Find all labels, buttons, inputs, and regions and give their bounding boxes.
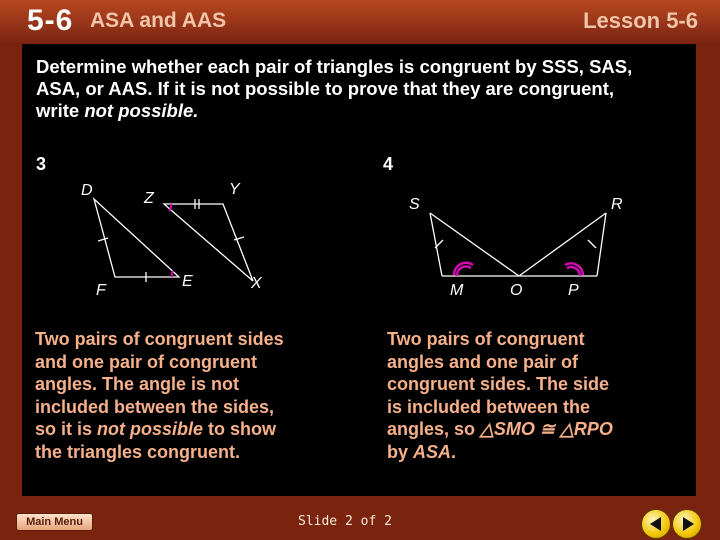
answer-line: angles. The angle is not [35, 374, 240, 394]
slide-counter: Slide 2 of 2 [298, 514, 392, 529]
answer-problem-3 [35, 328, 284, 463]
tick-mark [588, 240, 596, 248]
answer-line: Two pairs of congruent [387, 329, 585, 349]
segment-RP [597, 213, 606, 276]
vertex-label-O: O [510, 282, 523, 299]
segment-SO [430, 213, 519, 276]
vertex-label-D: D [81, 182, 93, 199]
answer-problem-4 [387, 328, 613, 463]
answer-text: so it is [35, 419, 98, 439]
problem-3-number: 3 [36, 154, 47, 174]
back-arrow-icon [642, 510, 670, 538]
vertex-label-R: R [611, 196, 623, 213]
lesson-number: 5-6 [27, 4, 74, 37]
answer-text: to show [203, 419, 277, 439]
segment-SM [430, 213, 442, 276]
answer-line: Two pairs of congruent sides [35, 329, 284, 349]
vertex-label-F: F [96, 282, 106, 299]
answer-line: congruent sides. The side [387, 374, 610, 394]
answer-text: . [451, 441, 457, 462]
answer-text: angles, so [387, 419, 481, 439]
footer-bar [0, 496, 720, 540]
forward-arrow-icon [673, 510, 701, 538]
answer-line: is included between the [387, 396, 591, 417]
answer-italic: ASA [413, 441, 452, 462]
answer-text: by [387, 441, 414, 462]
answer-italic: △SMO ≅ △RPO [480, 419, 613, 439]
vertex-label-X: X [251, 275, 262, 292]
prompt-line: Determine whether each pair of triangles is congruent by SSS, SAS, [36, 56, 633, 77]
angle-mark-M [457, 266, 471, 276]
prompt-italic: not possible. [84, 100, 199, 121]
answer-line: and one pair of congruent [35, 351, 258, 372]
answer-line: angles and one pair of [387, 351, 579, 372]
main-menu-button[interactable]: Main Menu [16, 513, 93, 531]
vertex-label-P: P [568, 282, 579, 299]
answer-line [387, 441, 613, 464]
angle-mark-P [567, 267, 580, 276]
prompt-line: ASA, or AAS. If it is not possible to prove that they are congruent, [36, 78, 615, 99]
answer-line: included between the sides, [35, 396, 275, 417]
prompt-text: write [36, 100, 85, 121]
vertex-label-E: E [182, 273, 193, 290]
vertex-label-Z: Z [144, 190, 154, 207]
answer-line [387, 418, 613, 441]
problem-4-number: 4 [383, 154, 394, 174]
lesson-title: ASA and AAS [90, 9, 227, 32]
lesson-label: Lesson 5-6 [583, 8, 698, 33]
slide-content [22, 44, 696, 496]
answer-line: the triangles congruent. [35, 441, 241, 462]
previous-slide-button[interactable] [641, 509, 671, 539]
answer-line [35, 418, 284, 441]
vertex-label-S: S [409, 196, 420, 213]
vertex-label-Y: Y [229, 181, 240, 198]
header-bar [0, 0, 720, 44]
vertex-label-M: M [450, 282, 464, 299]
answer-italic: not possible [97, 419, 204, 439]
next-slide-button[interactable] [672, 509, 702, 539]
